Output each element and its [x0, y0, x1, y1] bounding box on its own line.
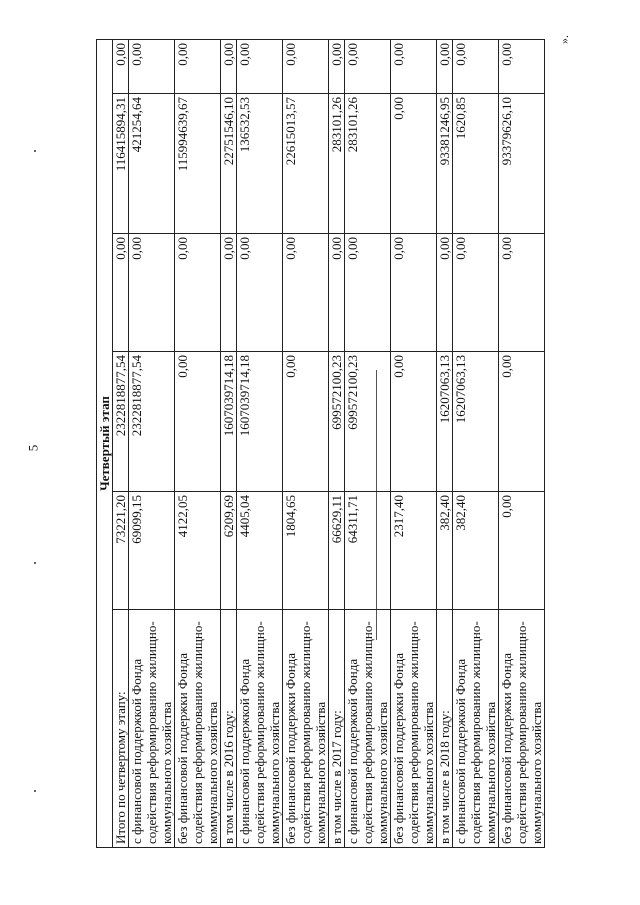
value-cell: 0,00 [175, 352, 221, 492]
value-cell: 66629,11 [329, 492, 345, 610]
value-cell: 2317,40 [391, 492, 437, 610]
value-cell: 0,00 [499, 352, 545, 492]
stage-header-row [97, 40, 113, 848]
table-row [437, 40, 453, 848]
value-cell: 69099,15 [129, 492, 175, 610]
value-cell: 22615013,57 [283, 94, 329, 234]
value-cell: 22751546,10 [221, 94, 237, 234]
value-cell: 0,00 [329, 40, 345, 94]
value-cell: 0,00 [345, 40, 391, 94]
value-cell: 1804,65 [283, 492, 329, 610]
page-number: 5 [25, 444, 41, 452]
value-cell: 116415894,31 [113, 94, 129, 234]
value-cell: 0,00 [283, 40, 329, 94]
value-cell: 64311,71 [345, 492, 391, 610]
row-label: без финансовой поддержки Фонда содействия реформированию жилищно-коммунального хозяйства [283, 610, 329, 848]
value-cell: 0,00 [437, 234, 453, 352]
value-cell: 93381246,95 [437, 94, 453, 234]
value-cell: 93379626,10 [499, 94, 545, 234]
value-cell: 0,00 [391, 352, 437, 492]
row-label: без финансовой поддержки Фонда содействия реформированию жилищно-коммунального хозяйства [175, 610, 221, 848]
table-row [453, 40, 499, 848]
value-cell: 0,00 [129, 234, 175, 352]
value-cell: 0,00 [221, 40, 237, 94]
scan-speck [34, 150, 36, 152]
row-label: с финансовой поддержкой Фонда содействия реформированию жилищно-коммунального хозяйства [237, 610, 283, 848]
value-cell: 0,00 [499, 40, 545, 94]
value-cell: 0,00 [175, 234, 221, 352]
value-cell: 0,00 [237, 234, 283, 352]
closing-quote: ». [557, 35, 571, 44]
value-cell: 0,00 [437, 40, 453, 94]
value-cell: 0,00 [391, 94, 437, 234]
table-body [113, 40, 545, 848]
value-cell: 2322818877,54 [113, 352, 129, 492]
table-row [221, 40, 237, 848]
value-cell: 2322818877,54 [129, 352, 175, 492]
table-row [391, 40, 437, 848]
value-cell: 0,00 [499, 234, 545, 352]
stage-table [96, 39, 545, 848]
value-cell: 115994639,67 [175, 94, 221, 234]
row-label: без финансовой поддержки Фонда содействия реформированию жилищно-коммунального хозяйства [499, 610, 545, 848]
value-cell: 73221,20 [113, 492, 129, 610]
value-cell: 0,00 [221, 234, 237, 352]
value-cell: 0,00 [175, 40, 221, 94]
row-label: в том числе в 2018 году: [437, 610, 453, 848]
value-cell: 16207063,13 [437, 352, 453, 492]
value-cell: 699572100,23 [345, 352, 391, 492]
stage-table-container [96, 40, 556, 848]
value-cell: 0,00 [391, 40, 437, 94]
value-cell: 4122,05 [175, 492, 221, 610]
value-cell: 16207063,13 [453, 352, 499, 492]
value-cell: 1607039714,18 [237, 352, 283, 492]
value-cell: 0,00 [113, 234, 129, 352]
row-label: с финансовой поддержкой Фонда содействия реформированию жилищно-коммунального хозяйства [453, 610, 499, 848]
value-cell: 0,00 [453, 234, 499, 352]
row-label: с финансовой поддержкой Фонда содействия реформированию жилищно-коммунального хозяйства [345, 610, 391, 848]
table-row [175, 40, 221, 848]
table-row [345, 40, 391, 848]
value-cell: 6209,69 [221, 492, 237, 610]
value-cell: 1620,85 [453, 94, 499, 234]
value-cell: 0,00 [113, 40, 129, 94]
table-row [499, 40, 545, 848]
value-cell: 382,40 [453, 492, 499, 610]
value-cell: 699572100,23 [329, 352, 345, 492]
table-row [237, 40, 283, 848]
row-label: с финансовой поддержкой Фонда содействия реформированию жилищно-коммунального хозяйства [129, 610, 175, 848]
row-label: в том числе в 2017 году: [329, 610, 345, 848]
value-cell: 0,00 [453, 40, 499, 94]
stage-title: Четвертый этап [97, 40, 113, 848]
value-cell: 382,40 [437, 492, 453, 610]
value-cell: 136532,53 [237, 94, 283, 234]
row-label: Итого по четвертому этапу: [113, 610, 129, 848]
table-row [129, 40, 175, 848]
value-cell: 283101,26 [345, 94, 391, 234]
value-cell: 4405,04 [237, 492, 283, 610]
table-row [283, 40, 329, 848]
value-cell: 283101,26 [329, 94, 345, 234]
table-row [113, 40, 129, 848]
value-cell: 0,00 [329, 234, 345, 352]
row-label: без финансовой поддержки Фонда содействия реформированию жилищно-коммунального хозяйства [391, 610, 437, 848]
scan-speck [34, 562, 36, 564]
scan-speck [34, 790, 36, 792]
value-cell: 0,00 [129, 40, 175, 94]
value-cell: 0,00 [391, 234, 437, 352]
value-cell: 0,00 [283, 234, 329, 352]
value-cell: 421254,64 [129, 94, 175, 234]
value-cell: 0,00 [283, 352, 329, 492]
value-cell: 0,00 [499, 492, 545, 610]
value-cell: 0,00 [237, 40, 283, 94]
value-cell: 0,00 [345, 234, 391, 352]
row-label: в том числе в 2016 году: [221, 610, 237, 848]
table-row [329, 40, 345, 848]
value-cell: 1607039714,18 [221, 352, 237, 492]
